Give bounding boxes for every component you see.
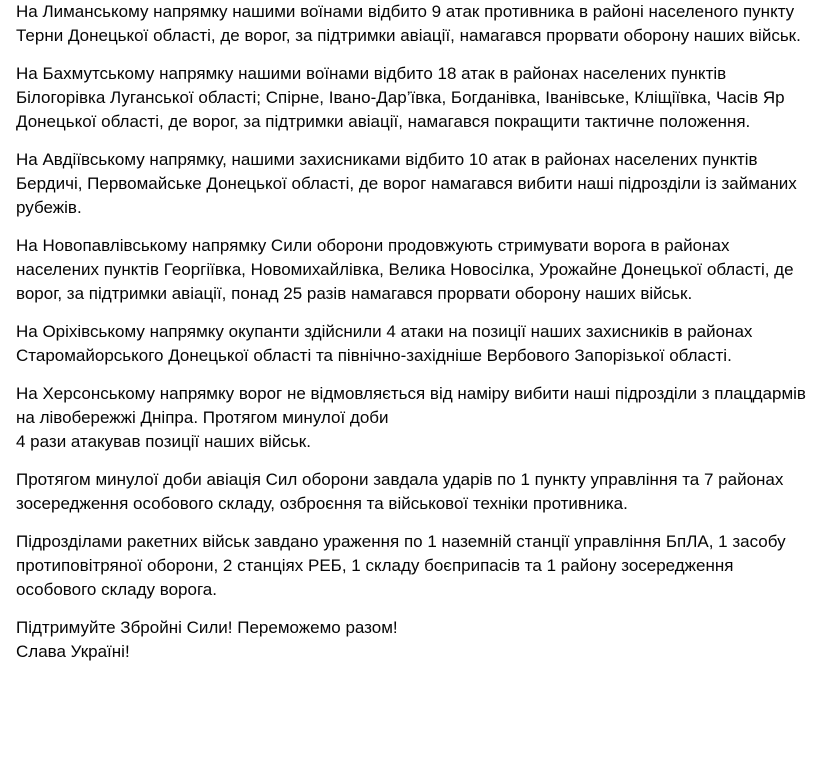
paragraph-lyman: На Лиманському напрямку нашими воїнами відбито 9 атак противника в районі населеного пункту Терни Донецької області, де ворог, за підтримки авіації, намагався прорвати оборону наших військ.	[16, 2, 801, 45]
paragraph-novopavlivka: На Новопавлівському напрямку Сили оборони продовжують стримувати ворога в районах населених пунктів Георгіївка, Новомихайлівка, Велика Новосілка, Урожайне Донецької області, де ворог, за підтримки авіації, понад 25 разів намагався прорвати оборону наших військ.	[16, 236, 794, 303]
paragraph-kherson: На Херсонському напрямку ворог не відмовляється від наміру вибити наші підрозділи з плацдармів на лівобережжі Дніпра. Протягом минулої доби 4 рази атакував позиції наших військ.	[16, 384, 806, 451]
paragraph-avdiivka: На Авдіївському напрямку, нашими захисниками відбито 10 атак в районах населених пунктів Бердичі, Первомайське Донецької області, де ворог намагався вибити наші підрозділи із займаних рубежів.	[16, 150, 797, 217]
paragraph-bakhmut: На Бахмутському напрямку нашими воїнами відбито 18 атак в районах населених пунктів Білогорівка Луганської області; Спірне, Івано-Дар’ївка, Богданівка, Іванівське, Кліщіївка, Часів Яр Донецької області, де ворог, за підтримки авіації, намагався покращити тактичне положення.	[16, 64, 785, 131]
paragraph-aviation: Протягом минулої доби авіація Сил оборони завдала ударів по 1 пункту управління та 7 районах зосередження особового складу, озброєння та військової техніки противника.	[16, 470, 784, 513]
paragraph-missile-forces: Підрозділами ракетних військ завдано ураження по 1 наземній станції управління БпЛА, 1 засобу протиповітряної оборони, 2 станціях РЕБ, 1 складу боєприпасів та 1 району зосередження особового складу ворога.	[16, 532, 786, 599]
paragraph-closing: Підтримуйте Збройні Сили! Переможемо разом! Слава Україні!	[16, 618, 398, 661]
paragraph-orikhiv: На Оріхівському напрямку окупанти здійснили 4 атаки на позиції наших захисників в районах Старомайорського Донецької області та північно-західніше Вербового Запорізької області.	[16, 322, 753, 365]
